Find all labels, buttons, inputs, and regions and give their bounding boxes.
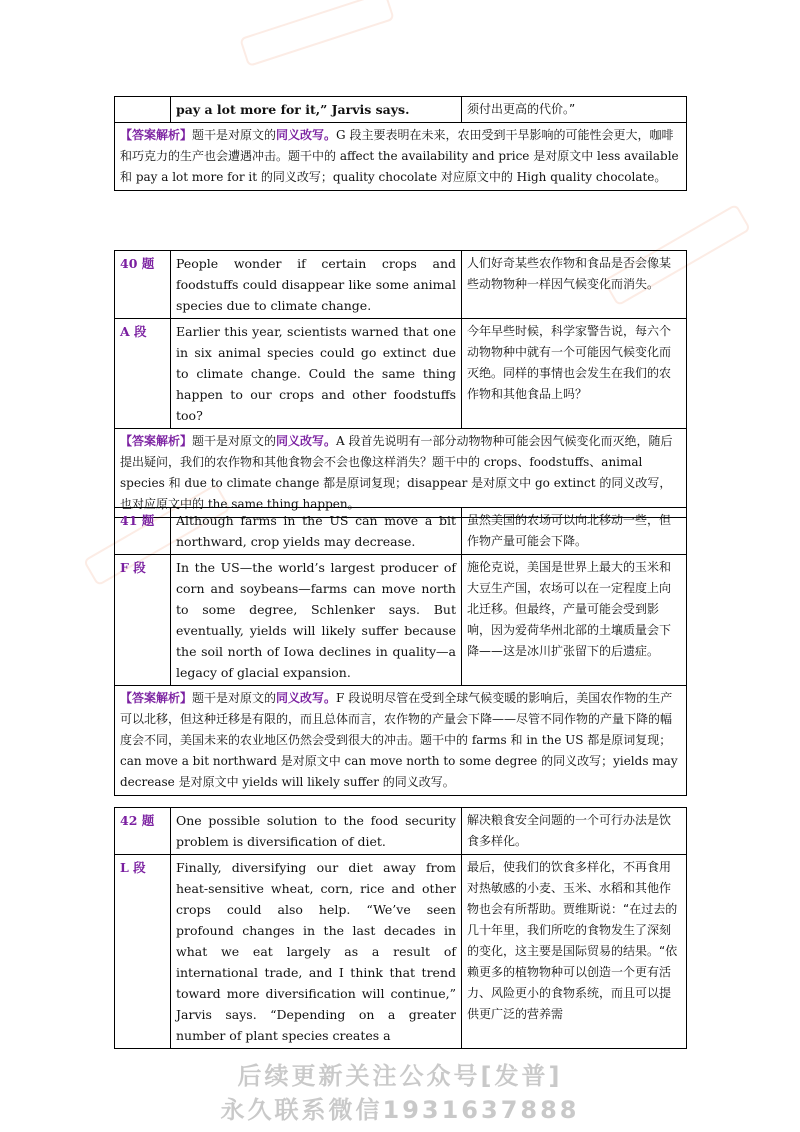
paragraph-english: Finally, diversifying our diet away from heat-sensitive wheat, corn, rice and other crops could also help. “We’ve seen profound changes in the last decades in what we eat largely as a result of international trade, and I think that trend toward more diversification will continue,” Jarvis says. “Depending on a greater number of plant species creates a [171, 855, 462, 1049]
analysis-row [115, 429, 687, 518]
question-chinese: 解决粮食安全问题的一个可行办法是饮食多样化。 [462, 808, 687, 855]
paragraph-english: In the US—the world’s largest producer of corn and soybeans—farms can move north to some degree, Schlenker says. But eventually, yields will likely suffer because the soil north of Iowa declines in quality—a legacy of glacial expansion. [171, 555, 462, 686]
table-row [115, 97, 687, 123]
table-row [115, 555, 687, 686]
chinese-text: 须付出更高的代价。” [462, 97, 687, 123]
table-row [115, 808, 687, 855]
footer-watermark-line1: 后续更新关注公众号[发普] [237, 1062, 563, 1090]
header-watermark [239, 0, 395, 67]
question-block-40 [114, 250, 687, 518]
table-row [115, 319, 687, 429]
paragraph-label: L 段 [115, 855, 171, 1049]
watermark-logo-icon [239, 0, 395, 67]
answer-analysis: 【答案解析】题干是对原文的同义改写。F 段说明尽管在受到全球气候变暖的影响后，美国农作物的生产可以北移，但这种迁移是有限的，而且总体而言，农作物的产量会下降——尽管不同作物的产量下降的幅度会不同，美国未来的农业地区仍然会受到很大的冲击。题干中的 farms 和 in the US 都是原词复现；can move a bit northward 是对原文中 can move north to some degree 的同义改写；yields may decrease 是对原文中 yields will likely suffer 的同义改写。 [115, 686, 687, 796]
table-row [115, 251, 687, 319]
paragraph-chinese: 今年早些时候，科学家警告说，每六个动物物种中就有一个可能因气候变化而灭绝。同样的事情也会发生在我们的农作物和其他食品上吗？ [462, 319, 687, 429]
question-label: 41 题 [115, 508, 171, 555]
paragraph-label: A 段 [115, 319, 171, 429]
paragraph-chinese: 最后，使我们的饮食多样化，不再食用对热敏感的小麦、玉米、水稻和其他作物也会有所帮助。贾维斯说：“在过去的几十年里，我们所吃的食物发生了深刻的变化，这主要是国际贸易的结果。“依赖更多的植物物种可以创造一个更有活力、风险更小的食物系统，而且可以提供更广泛的营养需 [462, 855, 687, 1049]
table-row [115, 508, 687, 555]
footer-watermark-line2: 永久联系微信1931637888 [220, 1096, 580, 1124]
question-label: 42 题 [115, 808, 171, 855]
question-chinese: 人们好奇某些农作物和食品是否会像某些动物物种一样因气候变化而消失。 [462, 251, 687, 319]
paragraph-chinese: 施伦克说，美国是世界上最大的玉米和大豆生产国，农场可以在一定程度上向北迁移。但最终，产量可能会受到影响，因为爱荷华州北部的土壤质量会下降——这是冰川扩张留下的后遗症。 [462, 555, 687, 686]
question-block-42 [114, 807, 687, 1049]
question-english: People wonder if certain crops and foodstuffs could disappear like some animal species due to climate change. [171, 251, 462, 319]
question-english: One possible solution to the food security problem is diversification of diet. [171, 808, 462, 855]
question-label: 40 题 [115, 251, 171, 319]
table-row [115, 855, 687, 1049]
question-block-41 [114, 507, 687, 796]
answer-analysis: 【答案解析】题干是对原文的同义改写。G 段主要表明在未来，农田受到干旱影响的可能性会更大，咖啡和巧克力的生产也会遭遇冲击。题干中的 affect the availability and price 是对原文中 less available 和 pay a lot more for it 的同义改写；quality chocolate 对应原文中的 High quality chocolate。 [115, 123, 687, 191]
answer-analysis: 【答案解析】题干是对原文的同义改写。A 段首先说明有一部分动物物种可能会因气候变化而灭绝，随后提出疑问，我们的农作物和其他食物会不会也像这样消失？题干中的 crops、foodstuffs、animal species 和 due to climate change 都是原词复现；disappear 是对原文中 go extinct 的同义改写，也对应原文中的 the same thing happen。 [115, 429, 687, 518]
question-chinese: 虽然美国的农场可以向北移动一些，但作物产量可能会下降。 [462, 508, 687, 555]
paragraph-label: F 段 [115, 555, 171, 686]
analysis-row [115, 686, 687, 796]
english-text: pay a lot more for it,” Jarvis says. [171, 97, 462, 123]
paragraph-english: Earlier this year, scientists warned that one in six animal species could go extinct due to climate change. Could the same thing happen to our crops and other foodstuffs too? [171, 319, 462, 429]
analysis-row [115, 123, 687, 191]
passage-block-g [114, 96, 687, 191]
row-label [115, 97, 171, 123]
question-english: Although farms in the US can move a bit northward, crop yields may decrease. [171, 508, 462, 555]
